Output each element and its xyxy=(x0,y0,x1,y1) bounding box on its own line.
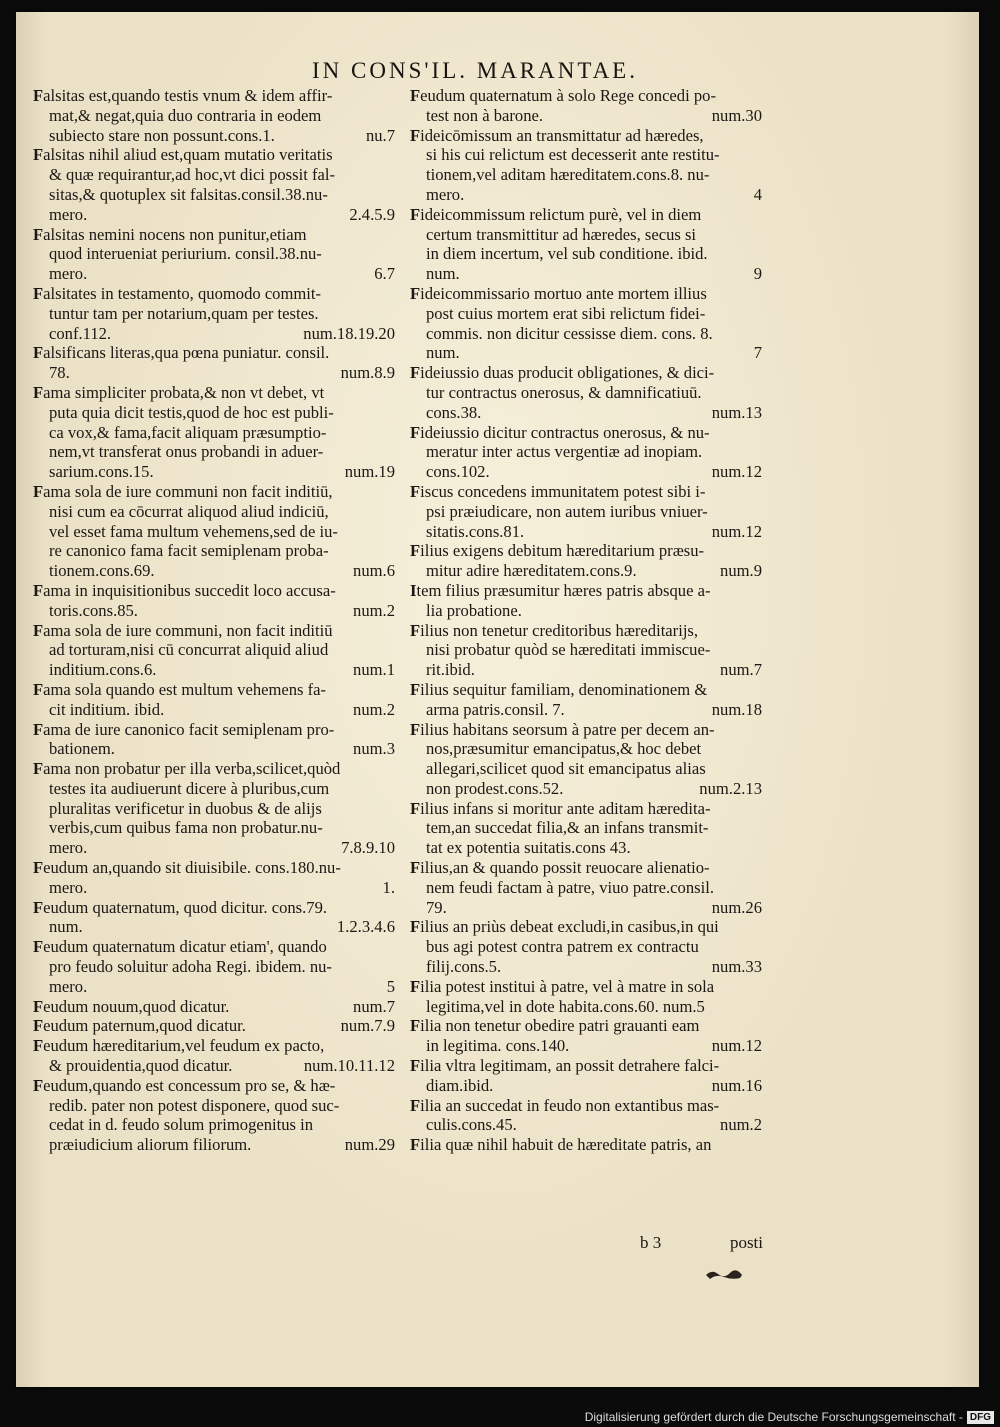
entry-text: culis.cons.45. xyxy=(426,1115,517,1135)
entry-line: Fama sola de iure communi non facit inditiū, xyxy=(33,481,333,501)
entry-text: Feudum nouum,quod dicatur. xyxy=(33,996,230,1016)
entry-reference: num.2 xyxy=(353,600,395,620)
entry-line-with-reference xyxy=(33,700,399,720)
entry-reference: num.30 xyxy=(711,105,762,125)
entry-text: 79. xyxy=(426,897,447,917)
entry-line-with-reference xyxy=(33,601,399,621)
index-entry xyxy=(410,1135,766,1155)
entry-line-with-reference xyxy=(410,561,766,581)
index-entry xyxy=(33,1076,399,1155)
entry-line: tuntur tam per notarium,quam per testes. xyxy=(49,303,319,323)
entry-text: mero. xyxy=(49,204,88,224)
entry-reference: num.19 xyxy=(344,462,395,482)
entry-line-with-reference xyxy=(410,403,766,423)
entry-line: bus agi potest contra patrem ex contractu xyxy=(426,937,699,957)
index-entry xyxy=(33,898,399,938)
entry-reference: num.18 xyxy=(711,699,762,719)
index-entry xyxy=(410,581,766,621)
entry-line: Falsificans literas,qua pœna puniatur. consil. xyxy=(33,343,330,363)
entry-text: cons.102. xyxy=(426,462,490,482)
entry-reference: 1. xyxy=(382,877,395,897)
index-entry xyxy=(33,482,399,581)
entry-text: diam.ibid. xyxy=(426,1075,494,1095)
entry-text: mero. xyxy=(49,838,88,858)
entry-reference: num.33 xyxy=(711,957,762,977)
index-entry xyxy=(410,858,766,917)
entry-reference: num.26 xyxy=(711,897,762,917)
entry-reference: num.12 xyxy=(711,1036,762,1056)
entry-reference: num.3 xyxy=(353,739,395,759)
entry-line-with-reference xyxy=(33,1016,399,1036)
entry-line: Filius non tenetur creditoribus hæreditarijs, xyxy=(410,620,699,640)
entry-line: nem,vt transferat onus probandi in aduer- xyxy=(49,442,324,462)
entry-reference: 7.8.9.10 xyxy=(341,838,395,858)
entry-line: Fideicommissum relictum purè, vel in diem xyxy=(410,204,702,224)
index-entry xyxy=(33,759,399,858)
entry-reference: nu.7 xyxy=(365,125,395,145)
credit-text: Digitalisierung gefördert durch die Deutsche Forschungsgemeinschaft - xyxy=(584,1410,963,1424)
entry-line: Fama de iure canonico facit semiplenam pro- xyxy=(33,719,335,739)
entry-reference: 4 xyxy=(753,184,762,204)
entry-line: Item filius præsumitur hæres patris absque a- xyxy=(410,580,711,600)
entry-line: Filius,an & quando possit reuocare alienatio- xyxy=(410,858,710,878)
entry-text: filij.cons.5. xyxy=(426,957,502,977)
index-entry xyxy=(33,284,399,343)
index-entry xyxy=(410,917,766,976)
entry-line-with-reference xyxy=(33,561,399,581)
entry-line: Fiscus concedens immunitatem potest sibi i- xyxy=(410,481,706,501)
entry-line: vel esset fama multum vehemens,sed de iu- xyxy=(49,521,338,541)
index-entry xyxy=(33,225,399,284)
entry-reference: num.2 xyxy=(720,1115,762,1135)
index-entry xyxy=(410,1096,766,1136)
entry-line-with-reference xyxy=(33,838,399,858)
entry-reference: 1.2.3.4.6 xyxy=(336,917,395,937)
entry-line: Filius exigens debitum hæreditarium præsu- xyxy=(410,541,705,561)
entry-line-with-reference xyxy=(33,363,399,383)
entry-line-with-reference xyxy=(33,462,399,482)
entry-line: sitas,& quotuplex sit falsitas.consil.38.nu- xyxy=(49,184,328,204)
index-entry xyxy=(33,997,399,1017)
index-entry xyxy=(33,621,399,680)
entry-line-with-reference xyxy=(410,1076,766,1096)
entry-line: Fideicommissario mortuo ante mortem illius xyxy=(410,283,707,303)
entry-line-with-reference xyxy=(410,343,766,363)
entry-reference: num.12 xyxy=(711,462,762,482)
index-entry xyxy=(410,977,766,1017)
entry-line: Filius an priùs debeat excludi,in casibus,in qui xyxy=(410,917,719,937)
entry-line: si his cui relictum est decesserit ante restitu- xyxy=(426,145,720,165)
entry-line-with-reference xyxy=(33,997,399,1017)
entry-line-with-reference xyxy=(410,660,766,680)
entry-line: re canonico fama facit semiplenam proba- xyxy=(49,541,329,561)
entry-line-with-reference xyxy=(33,878,399,898)
entry-line: psi præiudicare, non autem iuribus vniuer- xyxy=(426,501,708,521)
entry-line: pluralitas verificetur in duobus & de alijs xyxy=(49,798,322,818)
entry-text: mero. xyxy=(426,184,465,204)
index-entry xyxy=(410,1016,766,1056)
entry-text: toris.cons.85. xyxy=(49,600,138,620)
entry-reference: 7 xyxy=(753,343,762,363)
entry-line: meratur inter actus vergentiæ ad inopiam. xyxy=(426,442,703,462)
entry-line: Fideiussio duas producit obligationes, & dici- xyxy=(410,363,715,383)
index-entry xyxy=(33,145,399,224)
index-entry xyxy=(410,126,766,205)
entry-line: Filius sequitur familiam, denominationem & xyxy=(410,679,708,699)
index-column-left xyxy=(33,86,399,1155)
entry-line: Filia non tenetur obedire patri grauanti eam xyxy=(410,1016,700,1036)
entry-line: puta quia dicit testis,quod de hoc est publi- xyxy=(49,402,334,422)
entry-reference: num.29 xyxy=(344,1135,395,1155)
entry-line: in diem incertum, vel sub conditione. ibid. xyxy=(426,244,708,264)
entry-text: 78. xyxy=(49,363,70,383)
index-entry xyxy=(410,423,766,482)
entry-line-with-reference xyxy=(33,1135,399,1155)
entry-line: verbis,cum quibus fama non probatur.nu- xyxy=(49,818,323,838)
entry-line: pro feudo soluitur adoha Regi. ibidem. nu- xyxy=(49,957,332,977)
index-entry xyxy=(33,1016,399,1036)
index-entry xyxy=(33,581,399,621)
entry-reference: 2.4.5.9 xyxy=(349,204,395,224)
entry-line-with-reference xyxy=(33,126,399,146)
entry-line: Filia an succedat in feudo non extantibus mas- xyxy=(410,1095,720,1115)
entry-reference: num.2.13 xyxy=(699,778,762,798)
entry-text: num. xyxy=(49,917,83,937)
entry-line: Fama non probatur per illa verba,scilicet,quòd xyxy=(33,759,341,779)
entry-line: Fama simpliciter probata,& non vt debet, vt xyxy=(33,382,325,402)
entry-line-with-reference xyxy=(410,1115,766,1135)
entry-line: tur contractus onerosus, & damnificatiuū. xyxy=(426,382,702,402)
entry-reference: num.7 xyxy=(353,996,395,1016)
entry-line: redib. pater non potest disponere, quod suc- xyxy=(49,1095,340,1115)
entry-line-with-reference xyxy=(33,264,399,284)
entry-line: nisi cum ea cōcurrat aliquod aliud indiciū, xyxy=(49,501,329,521)
entry-line: Filius habitans seorsum à patre per decem an- xyxy=(410,719,715,739)
dfg-logo: DFG xyxy=(967,1411,994,1424)
entry-line-with-reference xyxy=(410,957,766,977)
entry-line: Falsitates in testamento, quomodo commit- xyxy=(33,283,322,303)
entry-line: Filia quæ nihil habuit de hæreditate patris, an xyxy=(410,1135,712,1155)
entry-line-with-reference xyxy=(410,185,766,205)
entry-line: Falsitas est,quando testis vnum & idem affir- xyxy=(33,86,333,105)
entry-text: subiecto stare non possunt.cons.1. xyxy=(49,125,275,145)
entry-text: num. xyxy=(426,264,460,284)
entry-line-with-reference xyxy=(33,1056,399,1076)
entry-reference: num.6 xyxy=(353,561,395,581)
entry-reference: num.13 xyxy=(711,402,762,422)
entry-line: Filia vltra legitimam, an possit detrahere falci- xyxy=(410,1056,720,1076)
entry-text: inditium.cons.6. xyxy=(49,660,157,680)
entry-text: mero. xyxy=(49,264,88,284)
entry-text: præiudicium aliorum filiorum. xyxy=(49,1135,252,1155)
entry-text: mero. xyxy=(49,877,88,897)
entry-reference: num.16 xyxy=(711,1075,762,1095)
index-entry xyxy=(33,343,399,383)
index-entry xyxy=(33,720,399,760)
index-entry xyxy=(410,482,766,541)
entry-reference: 5 xyxy=(386,976,395,996)
entry-line-with-reference xyxy=(410,898,766,918)
entry-line: Feudum an,quando sit diuisibile. cons.180.nu- xyxy=(33,858,341,878)
entry-line: tem,an succedat filia,& an infans transmit- xyxy=(426,818,709,838)
entry-line: nisi probatur quòd se hæreditati immiscue- xyxy=(426,640,711,660)
entry-line: lia probatione. xyxy=(426,600,522,620)
entry-line: post cuius mortem erat sibi relictum fidei- xyxy=(426,303,706,323)
entry-line-with-reference xyxy=(33,205,399,225)
entry-line-with-reference xyxy=(33,917,399,937)
entry-reference: num.2 xyxy=(353,699,395,719)
entry-text: mitur adire hæreditatem.cons.9. xyxy=(426,561,637,581)
entry-line: Fama sola quando est multum vehemens fa- xyxy=(33,679,327,699)
entry-line: Fama in inquisitionibus succedit loco accusa- xyxy=(33,580,336,600)
entry-line: nos,præsumitur emancipatus,& hoc debet xyxy=(426,739,702,759)
entry-line: Feudum quaternatum dicatur etiam', quando xyxy=(33,937,327,957)
entry-text: test non à barone. xyxy=(426,105,544,125)
entry-line: Feudum quaternatum à solo Rege concedi po- xyxy=(410,86,716,105)
entry-line: Feudum quaternatum, quod dicitur. cons.79. xyxy=(33,897,328,917)
entry-line-with-reference xyxy=(410,700,766,720)
entry-text: cit inditium. ibid. xyxy=(49,699,165,719)
entry-line: legitima,vel in dote habita.cons.60. num.5 xyxy=(426,996,705,1016)
ink-ornament-icon xyxy=(704,1267,744,1281)
index-entry xyxy=(33,383,399,482)
entry-line-with-reference xyxy=(410,106,766,126)
catchword: posti xyxy=(729,1233,763,1252)
entry-line: quod interueniat periurium. consil.38.nu- xyxy=(49,244,322,264)
entry-reference: num.8.9 xyxy=(340,363,395,383)
entry-line: Fideicōmissum an transmittatur ad hæredes, xyxy=(410,125,704,145)
entry-reference: num.1 xyxy=(353,660,395,680)
entry-reference: num.9 xyxy=(720,561,762,581)
entry-line: Filius infans si moritur ante aditam hæredita- xyxy=(410,798,711,818)
index-entry xyxy=(410,720,766,799)
entry-text: mero. xyxy=(49,976,88,996)
entry-reference: num.7 xyxy=(720,660,762,680)
entry-reference: num.10.11.12 xyxy=(303,1056,395,1076)
index-entry xyxy=(410,86,766,126)
entry-line: commis. non dicitur cessisse diem. cons. 8. xyxy=(426,323,713,343)
entry-text: arma patris.consil. 7. xyxy=(426,699,565,719)
entry-line-with-reference xyxy=(410,462,766,482)
entry-line: Filia potest institui à patre, vel à matre in sola xyxy=(410,976,715,996)
entry-text: num. xyxy=(426,343,460,363)
index-entry xyxy=(410,680,766,720)
entry-line: certum transmittitur ad hæredes, secus si xyxy=(426,224,697,244)
digitization-credit xyxy=(585,1410,994,1424)
entry-line: allegari,scilicet quod sit emancipatus alias xyxy=(426,759,706,779)
index-entry xyxy=(410,621,766,680)
entry-line: mat,& negat,quia duo contraria in eodem xyxy=(49,105,322,125)
entry-reference: num.12 xyxy=(711,521,762,541)
entry-line: cedat in d. feudo solum primogenitus in xyxy=(49,1115,314,1135)
index-entry xyxy=(33,1036,399,1076)
index-entry xyxy=(410,799,766,858)
entry-text: sarium.cons.15. xyxy=(49,462,154,482)
entry-text: tionem.cons.69. xyxy=(49,561,155,581)
index-entry xyxy=(33,86,399,145)
running-header: IN CONS'IL. MARANTAE. xyxy=(312,58,638,83)
entry-text: in legitima. cons.140. xyxy=(426,1036,570,1056)
entry-text: conf.112. xyxy=(49,323,112,343)
entry-text: cons.38. xyxy=(426,402,482,422)
index-entry xyxy=(33,937,399,996)
entry-reference: 6.7 xyxy=(374,264,395,284)
entry-text: rit.ibid. xyxy=(426,660,475,680)
entry-line: Fama sola de iure communi, non facit inditiū xyxy=(33,620,333,640)
entry-text: bationem. xyxy=(49,739,115,759)
entry-text: sitatis.cons.81. xyxy=(426,521,525,541)
index-column-right xyxy=(410,86,766,1155)
entry-reference: num.7.9 xyxy=(340,1016,395,1036)
entry-line-with-reference xyxy=(33,977,399,997)
entry-reference: num.18.19.20 xyxy=(303,323,395,343)
index-entry xyxy=(33,858,399,898)
entry-line-with-reference xyxy=(410,779,766,799)
index-entry xyxy=(33,680,399,720)
entry-line: ad torturam,nisi cū concurrat aliquid aliud xyxy=(49,640,329,660)
entry-line-with-reference xyxy=(410,264,766,284)
entry-line: nem feudi factam à patre, viuo patre.consil. xyxy=(426,877,714,897)
entry-text: Feudum paternum,quod dicatur. xyxy=(33,1016,246,1036)
entry-line: Feudum hæreditarium,vel feudum ex pacto, xyxy=(33,1036,325,1056)
entry-line-with-reference xyxy=(33,739,399,759)
index-entry xyxy=(410,205,766,284)
entry-line: & quæ requirantur,ad hoc,vt dici possit fal- xyxy=(49,165,335,185)
index-entry xyxy=(410,1056,766,1096)
index-entry xyxy=(410,541,766,581)
signature-mark: b 3 xyxy=(640,1233,662,1252)
index-entry xyxy=(410,284,766,363)
index-entry xyxy=(410,363,766,422)
entry-line: testes ita audiuerunt dicere à pluribus,cum xyxy=(49,778,330,798)
entry-line: Falsitas nihil aliud est,quam mutatio veritatis xyxy=(33,145,333,165)
entry-line-with-reference xyxy=(410,1036,766,1056)
entry-line-with-reference xyxy=(33,660,399,680)
entry-line: Fideiussio dicitur contractus onerosus, & nu- xyxy=(410,422,710,442)
entry-text: non prodest.cons.52. xyxy=(426,778,564,798)
entry-text: & prouidentia,quod dicatur. xyxy=(49,1056,233,1076)
entry-line: ca vox,& fama,facit aliquam præsumptio- xyxy=(49,422,327,442)
entry-line: Falsitas nemini nocens non punitur,etiam xyxy=(33,224,307,244)
entry-line: Feudum,quando est concessum pro se, & hæ- xyxy=(33,1075,336,1095)
entry-line: tionem,vel aditam hæreditatem.cons.8. nu- xyxy=(426,165,710,185)
entry-reference: 9 xyxy=(753,264,762,284)
entry-line-with-reference xyxy=(410,522,766,542)
entry-line-with-reference xyxy=(33,324,399,344)
entry-line: tat ex potentia suitatis.cons 43. xyxy=(426,838,631,858)
